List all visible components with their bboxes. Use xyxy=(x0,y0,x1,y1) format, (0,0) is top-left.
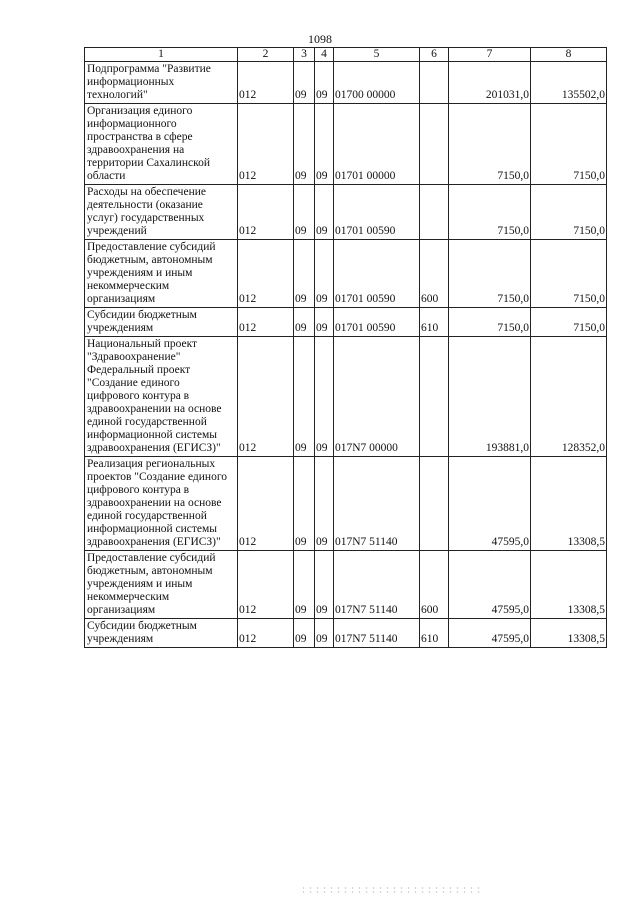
section-code-cell: 09 xyxy=(294,185,315,240)
ministry-code-cell: 012 xyxy=(238,337,294,457)
subsection-code-cell: 09 xyxy=(315,240,334,308)
amount-col8-cell: 135502,0 xyxy=(531,62,607,104)
table-row xyxy=(85,457,607,551)
ministry-code-cell: 012 xyxy=(238,104,294,185)
amount-col7-cell: 47595,0 xyxy=(449,551,531,619)
header-cell: 5 xyxy=(334,48,420,62)
header-cell: 2 xyxy=(238,48,294,62)
ministry-code-cell: 012 xyxy=(238,185,294,240)
subsection-code-cell: 09 xyxy=(315,104,334,185)
amount-col8-cell: 7150,0 xyxy=(531,185,607,240)
row-name-cell: Национальный проект "Здравоохранение" Федеральный проект "Создание единого цифрового контура в здравоохранении на основе единой государственной информационной системы здравоохранения (ЕГИСЗ)" xyxy=(85,337,238,457)
subsection-code-cell: 09 xyxy=(315,62,334,104)
amount-col8-cell: 128352,0 xyxy=(531,337,607,457)
header-cell: 1 xyxy=(85,48,238,62)
target-article-cell: 017N7 51140 xyxy=(334,619,420,648)
ministry-code-cell: 012 xyxy=(238,551,294,619)
header-cell: 4 xyxy=(315,48,334,62)
row-name-cell: Субсидии бюджетным учреждениям xyxy=(85,619,238,648)
amount-col7-cell: 201031,0 xyxy=(449,62,531,104)
amount-col8-cell: 7150,0 xyxy=(531,240,607,308)
expense-type-cell: 610 xyxy=(420,308,449,337)
target-article-cell: 01700 00000 xyxy=(334,62,420,104)
expense-type-cell: 600 xyxy=(420,551,449,619)
header-cell: 6 xyxy=(420,48,449,62)
subsection-code-cell: 09 xyxy=(315,337,334,457)
target-article-cell: 017N7 51140 xyxy=(334,551,420,619)
subsection-code-cell: 09 xyxy=(315,551,334,619)
row-name-cell: Реализация региональных проектов "Создание единого цифрового контура в здравоохранении на основе единой государственной информационной системы здравоохранения (ЕГИСЗ)" xyxy=(85,457,238,551)
target-article-cell: 01701 00590 xyxy=(334,185,420,240)
amount-col7-cell: 7150,0 xyxy=(449,240,531,308)
target-article-cell: 017N7 00000 xyxy=(334,337,420,457)
table-row xyxy=(85,62,607,104)
ministry-code-cell: 012 xyxy=(238,457,294,551)
scan-noise-dots xyxy=(300,886,480,894)
header-cell: 7 xyxy=(449,48,531,62)
page-number: 1098 xyxy=(308,32,332,46)
expense-type-cell xyxy=(420,337,449,457)
subsection-code-cell: 09 xyxy=(315,619,334,648)
table-row xyxy=(85,337,607,457)
table-row xyxy=(85,185,607,240)
amount-col8-cell: 7150,0 xyxy=(531,308,607,337)
expense-type-cell xyxy=(420,104,449,185)
target-article-cell: 01701 00590 xyxy=(334,308,420,337)
row-name-cell: Субсидии бюджетным учреждениям xyxy=(85,308,238,337)
expense-type-cell xyxy=(420,457,449,551)
ministry-code-cell: 012 xyxy=(238,308,294,337)
row-name-cell: Расходы на обеспечение деятельности (оказание услуг) государственных учреждений xyxy=(85,185,238,240)
table-row xyxy=(85,308,607,337)
expense-type-cell: 610 xyxy=(420,619,449,648)
section-code-cell: 09 xyxy=(294,551,315,619)
section-code-cell: 09 xyxy=(294,104,315,185)
table-row xyxy=(85,619,607,648)
ministry-code-cell: 012 xyxy=(238,619,294,648)
table-header-row xyxy=(85,48,607,62)
subsection-code-cell: 09 xyxy=(315,185,334,240)
expense-type-cell xyxy=(420,185,449,240)
target-article-cell: 01701 00000 xyxy=(334,104,420,185)
table-row xyxy=(85,551,607,619)
section-code-cell: 09 xyxy=(294,62,315,104)
row-name-cell: Предоставление субсидий бюджетным, автономным учреждениям и иным некоммерческим организациям xyxy=(85,551,238,619)
target-article-cell: 01701 00590 xyxy=(334,240,420,308)
section-code-cell: 09 xyxy=(294,240,315,308)
amount-col7-cell: 193881,0 xyxy=(449,337,531,457)
amount-col8-cell: 13308,5 xyxy=(531,457,607,551)
row-name-cell: Предоставление субсидий бюджетным, автономным учреждениям и иным некоммерческим организациям xyxy=(85,240,238,308)
table-row xyxy=(85,104,607,185)
row-name-cell: Организация единого информационного пространства в сфере здравоохранения на территории Сахалинской области xyxy=(85,104,238,185)
expense-type-cell: 600 xyxy=(420,240,449,308)
section-code-cell: 09 xyxy=(294,457,315,551)
header-cell: 3 xyxy=(294,48,315,62)
amount-col7-cell: 47595,0 xyxy=(449,619,531,648)
amount-col8-cell: 7150,0 xyxy=(531,104,607,185)
target-article-cell: 017N7 51140 xyxy=(334,457,420,551)
section-code-cell: 09 xyxy=(294,337,315,457)
amount-col7-cell: 7150,0 xyxy=(449,308,531,337)
section-code-cell: 09 xyxy=(294,619,315,648)
subsection-code-cell: 09 xyxy=(315,308,334,337)
amount-col7-cell: 7150,0 xyxy=(449,104,531,185)
budget-table xyxy=(84,47,607,648)
expense-type-cell xyxy=(420,62,449,104)
row-name-cell: Подпрограмма "Развитие информационных технологий" xyxy=(85,62,238,104)
ministry-code-cell: 012 xyxy=(238,62,294,104)
subsection-code-cell: 09 xyxy=(315,457,334,551)
amount-col7-cell: 47595,0 xyxy=(449,457,531,551)
amount-col8-cell: 13308,5 xyxy=(531,551,607,619)
amount-col8-cell: 13308,5 xyxy=(531,619,607,648)
table-row xyxy=(85,240,607,308)
ministry-code-cell: 012 xyxy=(238,240,294,308)
section-code-cell: 09 xyxy=(294,308,315,337)
amount-col7-cell: 7150,0 xyxy=(449,185,531,240)
header-cell: 8 xyxy=(531,48,607,62)
